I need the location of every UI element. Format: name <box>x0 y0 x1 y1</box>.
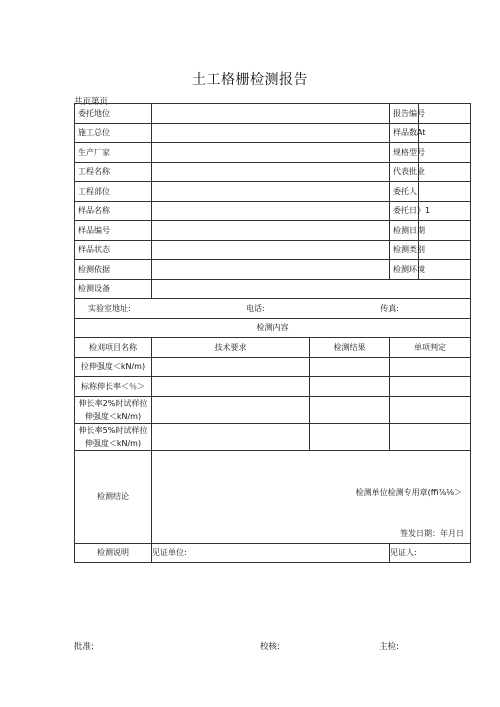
inspect-label: 主检: <box>379 642 399 652</box>
info-value <box>419 182 471 202</box>
test-item-name: 标称伸长率＜％＞ <box>75 377 152 397</box>
info-value <box>152 123 390 143</box>
witness-label: 见证人: <box>390 543 471 563</box>
info-label: 生产厂家 <box>75 143 152 163</box>
info-row <box>75 221 471 241</box>
info-label: 委托地位 <box>75 104 152 124</box>
info-value <box>419 221 471 241</box>
info-value <box>152 143 390 163</box>
conclusion-row <box>75 450 471 543</box>
info-row <box>75 123 471 143</box>
info-row <box>75 201 471 221</box>
info-label: 委托人 <box>390 182 419 202</box>
info-value <box>152 260 390 280</box>
info-label: 样品数At <box>390 123 419 143</box>
lab-fax-label: 传真: <box>380 303 399 313</box>
column-header: 检测结果 <box>310 338 390 358</box>
info-value <box>419 123 471 143</box>
issue-date: 签发日期：年月日 <box>400 528 464 538</box>
review-label: 校核: <box>260 642 280 652</box>
info-value <box>152 221 390 241</box>
info-row <box>75 143 471 163</box>
lab-contact-row <box>75 299 471 319</box>
info-row <box>75 104 471 124</box>
info-label: 样品状态 <box>75 240 152 260</box>
lab-address-label: 实验室地址: <box>88 303 131 313</box>
info-label: 样品编号 <box>75 221 152 241</box>
info-value <box>419 260 471 280</box>
column-header: 检刈项目名称 <box>75 338 152 358</box>
info-label: 规格型号 <box>390 143 419 163</box>
page-count-note: 共页第页 <box>74 97 109 107</box>
info-label: 委托日》1 <box>390 201 419 221</box>
test-item-name: 伸长率2%时试样拉 伸强度＜kN/m) <box>75 396 152 423</box>
test-item-name: 伸长率5%时试样拉 伸强度＜kN/m) <box>75 423 152 450</box>
info-label: 检测日期 <box>390 221 419 241</box>
column-header-row <box>75 338 471 358</box>
content-header-row <box>75 318 471 338</box>
info-value <box>152 162 390 182</box>
info-value <box>419 104 471 124</box>
info-label: 检测依据 <box>75 260 152 280</box>
equipment-value <box>152 279 471 299</box>
info-row <box>75 240 471 260</box>
info-label: 工程名称 <box>75 162 152 182</box>
info-label: 施工总位 <box>75 123 152 143</box>
equipment-label: 检测设备 <box>75 279 152 299</box>
inspection-seal-note: 检测单位检测专用章(ffi⅞⅛＞ <box>355 487 462 497</box>
info-row <box>75 260 471 280</box>
test-item-row <box>75 357 471 377</box>
info-label: 工程部位 <box>75 182 152 202</box>
info-label: 检测类别 <box>390 240 419 260</box>
info-value <box>152 104 390 124</box>
lab-phone-label: 电话: <box>246 303 265 313</box>
test-item-name: 拉伸强度＜kN/m) <box>75 357 152 377</box>
witness-unit-label: 见证单位: <box>152 543 390 563</box>
test-item-row <box>75 423 471 450</box>
equipment-row <box>75 279 471 299</box>
column-header: 技术要求 <box>152 338 310 358</box>
explanation-row <box>75 543 471 563</box>
info-value <box>152 240 390 260</box>
approve-label: 批准: <box>74 642 94 652</box>
info-value <box>152 201 390 221</box>
info-label: 检测环境 <box>390 260 419 280</box>
info-row <box>75 182 471 202</box>
info-value <box>419 143 471 163</box>
report-title: 土工格栅检测报告 <box>192 72 308 88</box>
info-value <box>419 240 471 260</box>
test-item-row <box>75 396 471 423</box>
info-value <box>419 162 471 182</box>
info-value <box>152 182 390 202</box>
info-label: 报告编号 <box>390 104 419 124</box>
report-table <box>74 103 471 563</box>
test-item-row <box>75 377 471 397</box>
info-row <box>75 162 471 182</box>
content-header: 检测内容 <box>75 318 471 338</box>
info-label: 代表批业 <box>390 162 419 182</box>
column-header: 单项判定 <box>390 338 471 358</box>
conclusion-label: 检测结论 <box>75 450 152 543</box>
explanation-label: 检测说明 <box>75 543 152 563</box>
info-label: 样品名称 <box>75 201 152 221</box>
